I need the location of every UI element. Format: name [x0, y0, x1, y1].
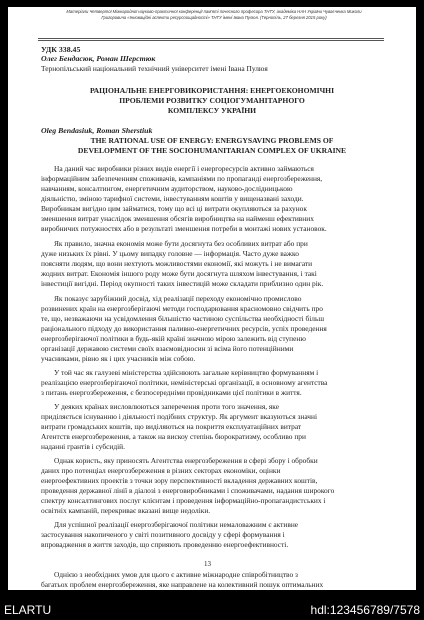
body-line: учасниками, рівно як і цих учасників між собою. — [41, 354, 196, 363]
header-rule-2 — [38, 40, 384, 41]
body-line: Агентств енергозбереження, а також на вискоу степінь бюрократизму, особливо при — [41, 432, 306, 441]
body-line: Як показує зарубіжний досвід, хід реалізації переходу економічно промислово — [54, 294, 302, 303]
body-line: інвестиції вигідні. Період окупності таких інвестицій може складати приблизно один рік. — [41, 279, 324, 288]
page-number: 13 — [204, 560, 211, 568]
body-line: У той час як галузеві міністерства здійснюють загальне керівництво формуванням і — [54, 368, 319, 377]
body-line: Однією з необхідних умов для цього є активне міжнародне співробітництво з — [54, 570, 298, 579]
body-line: впровадження в життя заходів, що сприяють проведенню енергоефективності. — [41, 540, 289, 549]
body-line: жодних витрат. Економія іншого роду може бути досягнута шляхом інвестування, і такі — [41, 269, 317, 278]
body-line: організації державою системи своїх взаємовідносин зі всіма його потенційними — [41, 344, 294, 353]
body-line: енергоефективних проектів з точки зору перспективності вкладення державних коштів, — [41, 476, 318, 485]
document-page — [8, 7, 416, 590]
body-line: багатьох проблем енергозбереження, яке направлене на колективний пошук оптимальних — [41, 580, 324, 589]
affiliation: Тернопільський національний технічний університет імені Івана Пулюя — [41, 64, 268, 73]
authors-ukrainian: Олег Бендасюк, Роман Шерстюк — [41, 54, 156, 63]
conference-header: Матеріали Четвертої Міжнародної науково-практичної конференції пам'яті почесного професора ТНТУ, академіка НАН України Чуваєченка Миколи Григоровича «Інноваційні аспекти ресурсоощадності» ТНТУ імені Івана Пулюя. (Тернопіль, 27 березня 2015 року) — [66, 9, 362, 20]
body-line: інформаційним забезпеченням споживачів, кампаніями по пропаганді енергозбереження, — [41, 174, 323, 183]
title-english-line-2: DEVELOPMENT OF THE SOCIOHUMANITARIAN COMPLEX OF UKRAINE — [77, 146, 347, 155]
body-line: з питань енергозбереження, є безпосередніми провідниками цієї політики в життя. — [41, 388, 302, 397]
authors-english: Oleg Bendasiuk, Roman Sherstiuk — [41, 126, 153, 135]
body-line: Виробникам вигідно цим займатися, тому що всі ці витрати окупляються за рахунок — [41, 204, 307, 213]
body-line: У деяких країнах висловлюються заперечення проти того значення, яке — [54, 402, 279, 411]
title-ukrainian-line-1: РАЦІОНАЛЬНЕ ЕНЕРГОВИКОРИСТАННЯ: ЕНЕРГОЕКОНОМІЧНІ — [89, 86, 335, 95]
body-line: поясняти людям, що вони нехтують можливостями економії, які можуть і не вимагати — [41, 259, 313, 268]
handle-identifier[interactable]: hdl:123456789/7578 — [310, 603, 420, 617]
body-line: застосування накопиченого у світі позитивного досвіду у сфері формування і — [41, 530, 285, 539]
body-line: діяльністю, зміною тарифної системи, інвестуванням коштів у вищеназвані заходи. — [41, 194, 304, 203]
body-line: дуже низьких їх рівні. У цьому випадку головне — інформація. Часто дуже важко — [41, 249, 299, 258]
body-line: На даний час виробники різних видів енергії і енергоресурсів активно займаються — [54, 164, 314, 173]
udc-code: УДК 338.45 — [41, 45, 81, 54]
viewer-footer-bar — [0, 596, 424, 620]
body-line: освітніх кампаній, перекриває вказані вище недоліки. — [41, 506, 211, 515]
body-line: приділяється існуванню і діяльності подібних структур. Як аргумент вказуються значні — [41, 412, 318, 421]
title-english-line-1: THE RATIONAL USE OF ENERGY: ENERGYSAVING PROBLEMS OF — [90, 136, 334, 145]
body-line: спектру консалтингових послуг клієнтам і проведення інформаційно-пропагандистських і — [41, 496, 326, 505]
body-line: раціонального підходу до використання паливно-енергетичних ресурсів, успіх проведення — [41, 324, 327, 333]
body-line: Як правило, значна економія може бути досягнута без особливих витрат або при — [54, 239, 308, 248]
body-line: наданні грантів і субсидій. — [41, 442, 125, 451]
title-ukrainian-line-2: ПРОБЛЕМИ РОЗВИТКУ СОЦІОГУМАНІТАРНОГО — [119, 96, 305, 105]
body-line: реалізацією енергозберігаючої політики, неміністерські організації, в основному агентства — [41, 378, 328, 387]
body-line: виробничих потужностях або в результаті зменшення потреби в монтажі нових установок. — [41, 224, 327, 233]
body-line: те, що, незважаючи на усвідомлення більшістю частиною суспільства необхідності більш — [41, 314, 325, 323]
body-line: даних про потенціал енергозбереження в різних секторах економіки, оцінки — [41, 466, 281, 475]
title-ukrainian-line-3: КОМПЛЕКСУ УКРАЇНИ — [167, 106, 257, 115]
body-line: навчанням, консалтингом, енергетичним аудиторством, науково-дослідницькою — [41, 184, 293, 193]
body-line: розвинених країн на енергозберігаючі методи господарювання красномовно свідчить про — [41, 304, 323, 313]
body-line: Однак користь, яку приносять Агентства енергозбереження в сфері збору і обробки — [54, 456, 318, 465]
body-line: проведення державної лінії в діалозі з енерговиробниками і споживачами, надання широкого — [41, 486, 335, 495]
repository-name: ELARTU — [4, 603, 52, 617]
body-line: витрати громадських коштів, що виділяються на покриття експлуатаційних витрат — [41, 422, 302, 431]
body-line: Для успішної реалізації енергозберігаючої політики немаловажним є активне — [54, 520, 299, 529]
body-line: енергозберігаючої політики в будь-якій країні значною мірою залежить від ступеню — [41, 334, 306, 343]
body-line: зменшення витрат унаслідок зменшення обсягів виробництва на найменш ефективних — [41, 214, 314, 223]
header-rule-1 — [38, 38, 384, 39]
